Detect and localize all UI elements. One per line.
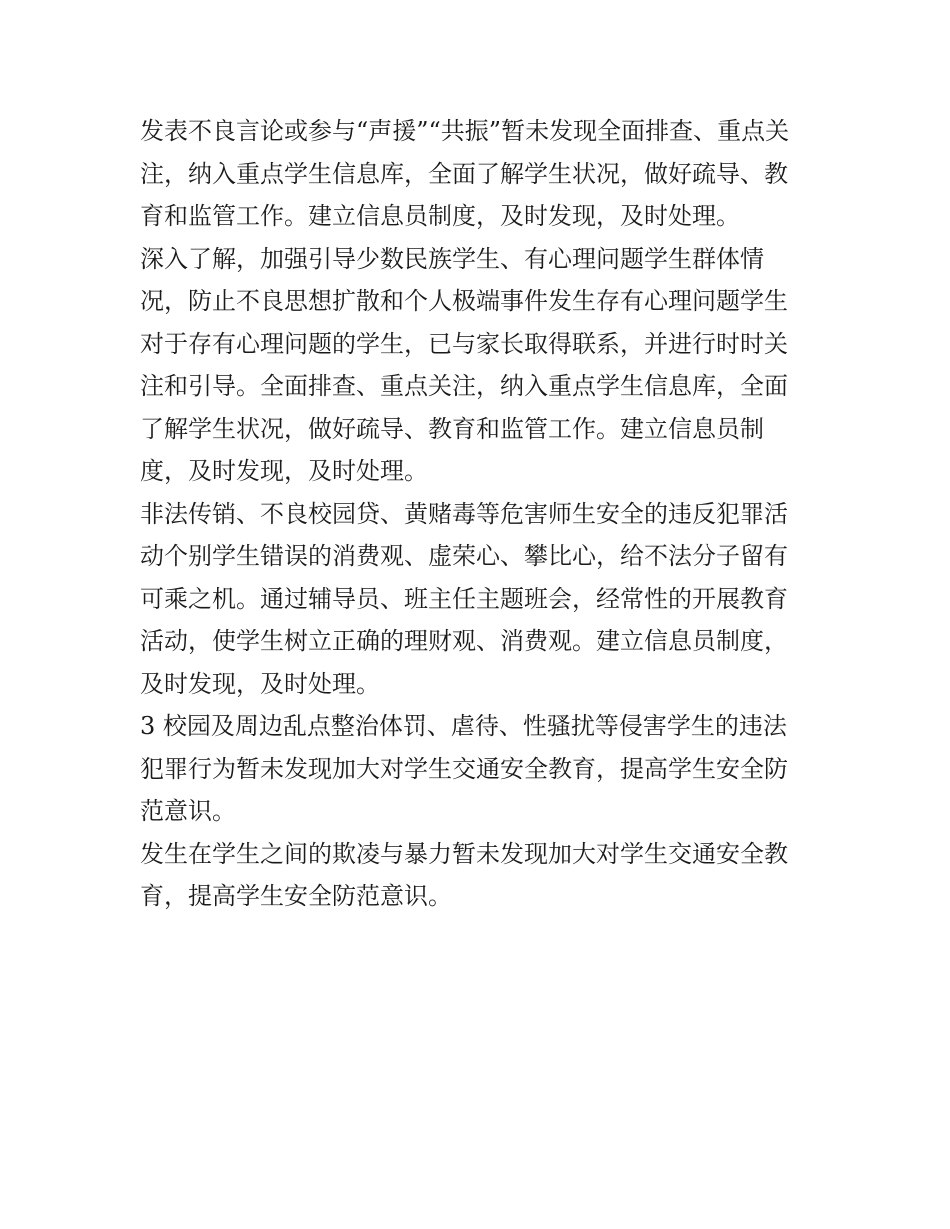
text-line: 育和监管工作。建立信息员制度，及时发现，及时处理。 (140, 202, 740, 230)
paragraph-5 (140, 833, 812, 918)
paragraph-3 (140, 493, 812, 706)
document-body (140, 110, 812, 918)
text-line: 了解学生状况，做好疏导、教育和监管工作。建立信息员制 (140, 414, 764, 443)
text-line: 可乘之机。通过辅导员、班主任主题班会，经常性的开展教育 (140, 584, 788, 613)
text-line: 发生在学生之间的欺凌与暴力暂未发现加大对学生交通安全教 (140, 839, 788, 868)
text-line: 及时发现，及时处理。 (140, 669, 380, 698)
text-line: 非法传销、不良校园贷、黄赌毒等危害师生安全的违反犯罪活 (140, 499, 788, 528)
text-line: 活动，使学生树立正确的理财观、消费观。建立信息员制度， (140, 627, 788, 655)
paragraph-4 (140, 705, 812, 833)
text-line: 3 校园及周边乱点整治体罚、虐待、性骚扰等侵害学生的违法 (140, 712, 787, 740)
text-line: 发表不良言论或参与“声援”“共振”暂未发现全面排查、重点关 (140, 117, 790, 145)
text-line: 深入了解，加强引导少数民族学生、有心理问题学生群体情 (140, 244, 764, 273)
text-line: 范意识。 (140, 797, 236, 825)
paragraph-1 (140, 110, 812, 238)
text-line: 对于存有心理问题的学生，已与家长取得联系，并进行时时关 (140, 329, 788, 358)
text-line: 动个别学生错误的消费观、虚荣心、攀比心，给不法分子留有 (140, 542, 788, 570)
paragraph-2 (140, 238, 812, 493)
text-line: 注，纳入重点学生信息库，全面了解学生状况，做好疏导、教 (140, 159, 788, 188)
text-line: 度，及时发现，及时处理。 (140, 457, 428, 485)
text-line: 注和引导。全面排查、重点关注，纳入重点学生信息库，全面 (140, 372, 788, 400)
text-line: 育，提高学生安全防范意识。 (140, 882, 452, 910)
text-line: 犯罪行为暂未发现加大对学生交通安全教育，提高学生安全防 (140, 754, 788, 783)
text-line: 况，防止不良思想扩散和个人极端事件发生存有心理问题学生 (140, 287, 788, 315)
